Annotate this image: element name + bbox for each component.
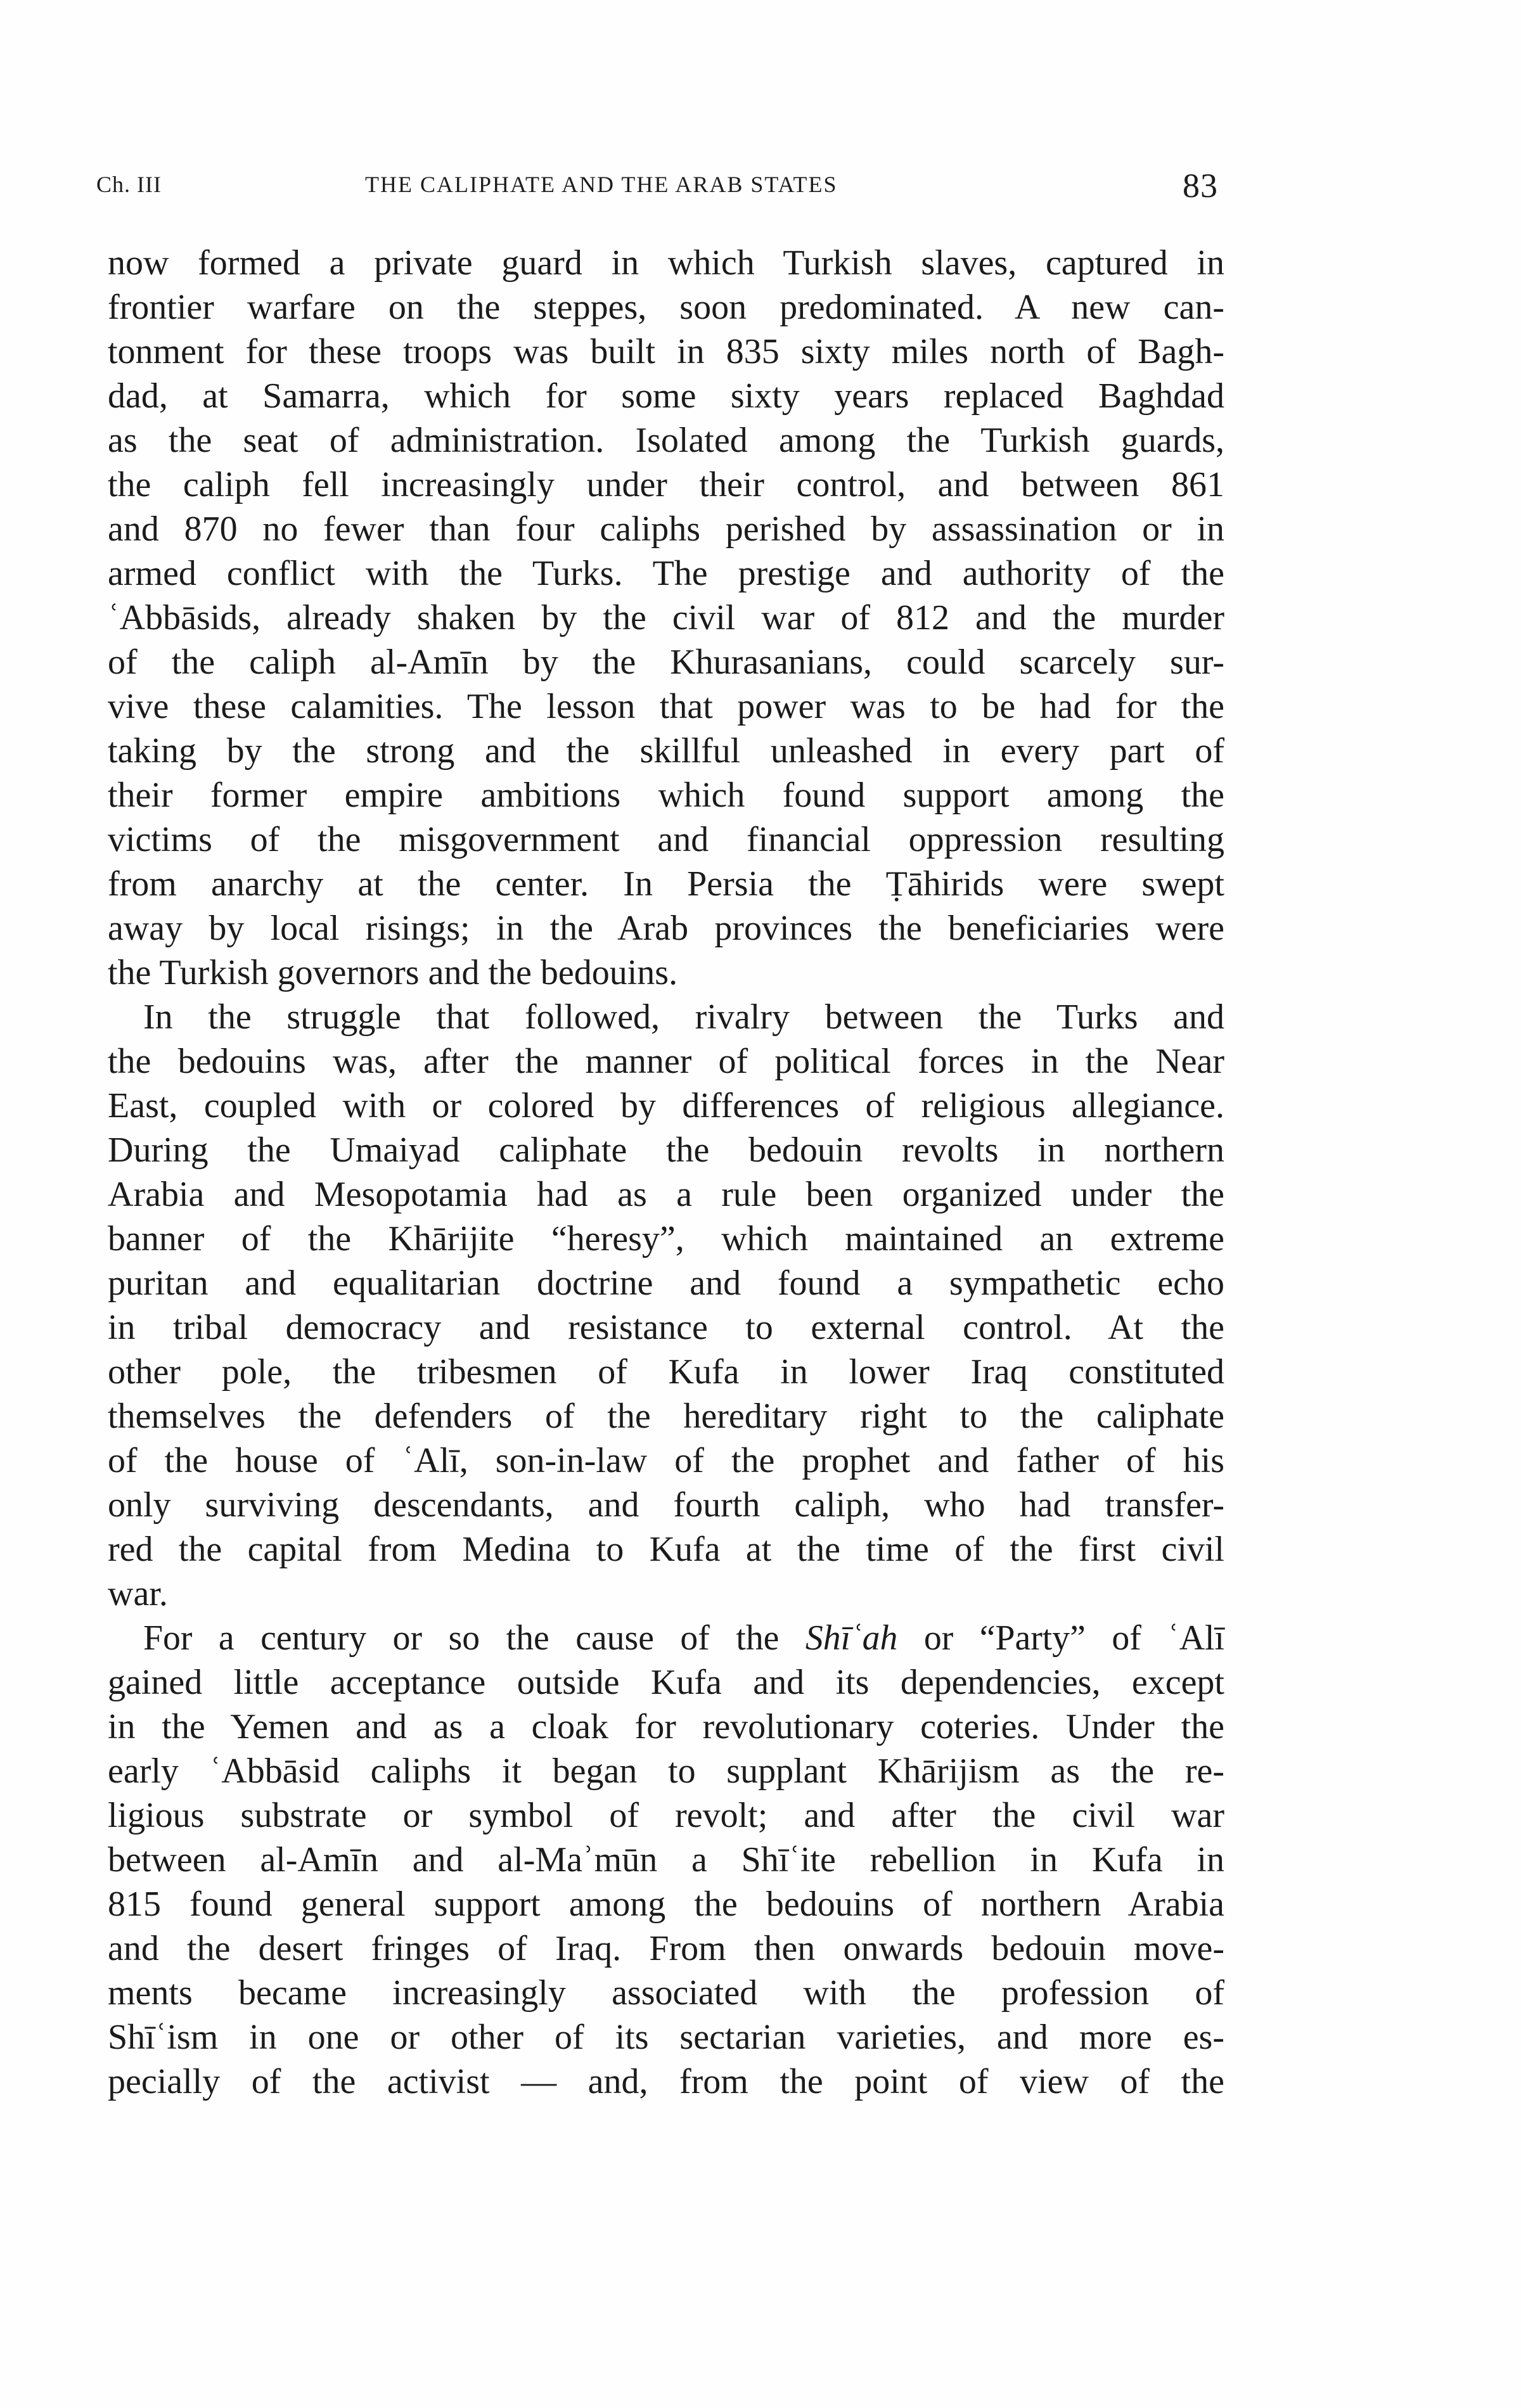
text-line: vive these calamities. The lesson that power was to be had for the	[108, 687, 1224, 726]
italic-term: Shīʿah	[805, 1618, 898, 1658]
text-line: Arabia and Mesopotamia had as a rule been organized under the	[108, 1175, 1224, 1214]
text-line: red the capital from Medina to Kufa at the time of the first civil	[108, 1530, 1224, 1569]
text-line: now formed a private guard in which Turkish slaves, captured in	[108, 243, 1224, 283]
text-line: of the caliph al-Amīn by the Khurasanians, could scarcely sur-	[108, 643, 1224, 682]
text-line: war.	[108, 1574, 168, 1613]
text-line: their former empire ambitions which found support among the	[108, 776, 1224, 815]
text-line: East, coupled with or colored by differences of religious allegiance.	[108, 1086, 1224, 1125]
text-line: gained little acceptance outside Kufa and its dependencies, except	[108, 1663, 1224, 1702]
text-line: ments became increasingly associated with the profession of	[108, 1973, 1224, 2013]
text-line: During the Umaiyad caliphate the bedouin revolts in northern	[108, 1130, 1224, 1170]
text-span: For a century or so the cause of the	[143, 1618, 805, 1658]
text-line: ʿAbbāsids, already shaken by the civil war of 812 and the murder	[108, 598, 1224, 637]
text-line: the bedouins was, after the manner of political forces in the Near	[108, 1042, 1224, 1081]
paragraph-2	[108, 995, 1224, 1616]
text-line: puritan and equalitarian doctrine and found a sympathetic echo	[108, 1264, 1224, 1303]
text-line: Shīʿism in one or other of its sectarian varieties, and more es-	[108, 2018, 1224, 2057]
text-line: tonment for these troops was built in 835 sixty miles north of Bagh-	[108, 332, 1224, 371]
paragraph-1	[108, 241, 1224, 995]
text-line: of the house of ʿAlī, son-in-law of the prophet and father of his	[108, 1441, 1224, 1480]
text-line: only surviving descendants, and fourth caliph, who had transfer-	[108, 1485, 1224, 1525]
running-head	[96, 166, 1218, 210]
text-span: or “Party” of ʿAlī	[897, 1618, 1224, 1658]
text-line: in the Yemen and as a cloak for revolutionary coteries. Under the	[108, 1707, 1224, 1746]
page-number: 83	[1183, 167, 1218, 205]
text-line: in tribal democracy and resistance to external control. At the	[108, 1308, 1224, 1347]
text-line: frontier warfare on the steppes, soon predominated. A new can-	[108, 288, 1224, 327]
text-line: themselves the defenders of the hereditary right to the caliphate	[108, 1397, 1224, 1436]
running-title: THE CALIPHATE AND THE ARAB STATES	[365, 172, 838, 197]
text-line: and 870 no fewer than four caliphs perished by assassination or in	[108, 509, 1224, 549]
body-text	[108, 241, 1224, 2104]
text-line: early ʿAbbāsid caliphs it began to supplant Khārijism as the re-	[108, 1752, 1224, 1791]
text-line: from anarchy at the center. In Persia the Ṭāhirids were swept	[108, 864, 1224, 904]
text-line: dad, at Samarra, which for some sixty years replaced Baghdad	[108, 376, 1224, 416]
text-line: 815 found general support among the bedouins of northern Arabia	[108, 1885, 1224, 1924]
text-line: between al-Amīn and al-Maʾmūn a Shīʿite rebellion in Kufa in	[108, 1840, 1224, 1880]
text-line: banner of the Khārijite “heresy”, which maintained an extreme	[108, 1219, 1224, 1258]
text-line: as the seat of administration. Isolated among the Turkish guards,	[108, 421, 1224, 460]
text-line: other pole, the tribesmen of Kufa in lower Iraq constituted	[108, 1352, 1224, 1392]
text-line: and the desert fringes of Iraq. From then onwards bedouin move-	[108, 1929, 1224, 1968]
text-line-with-italic	[108, 1616, 1224, 1660]
text-line: taking by the strong and the skillful unleashed in every part of	[108, 731, 1224, 771]
text-line: the caliph fell increasingly under their control, and between 861	[108, 465, 1224, 504]
text-line: away by local risings; in the Arab provinces the beneficiaries were	[108, 909, 1224, 948]
text-line: ligious substrate or symbol of revolt; and after the civil war	[108, 1796, 1224, 1835]
text-line: In the struggle that followed, rivalry between the Turks and	[143, 997, 1224, 1037]
text-line: armed conflict with the Turks. The prestige and authority of the	[108, 554, 1224, 593]
text-line: pecially of the activist — and, from the point of view of the	[108, 2062, 1224, 2101]
chapter-label: Ch. III	[96, 172, 162, 197]
paragraph-3	[108, 1616, 1224, 2104]
text-line: victims of the misgovernment and financial oppression resulting	[108, 820, 1224, 859]
text-line: the Turkish governors and the bedouins.	[108, 953, 678, 992]
